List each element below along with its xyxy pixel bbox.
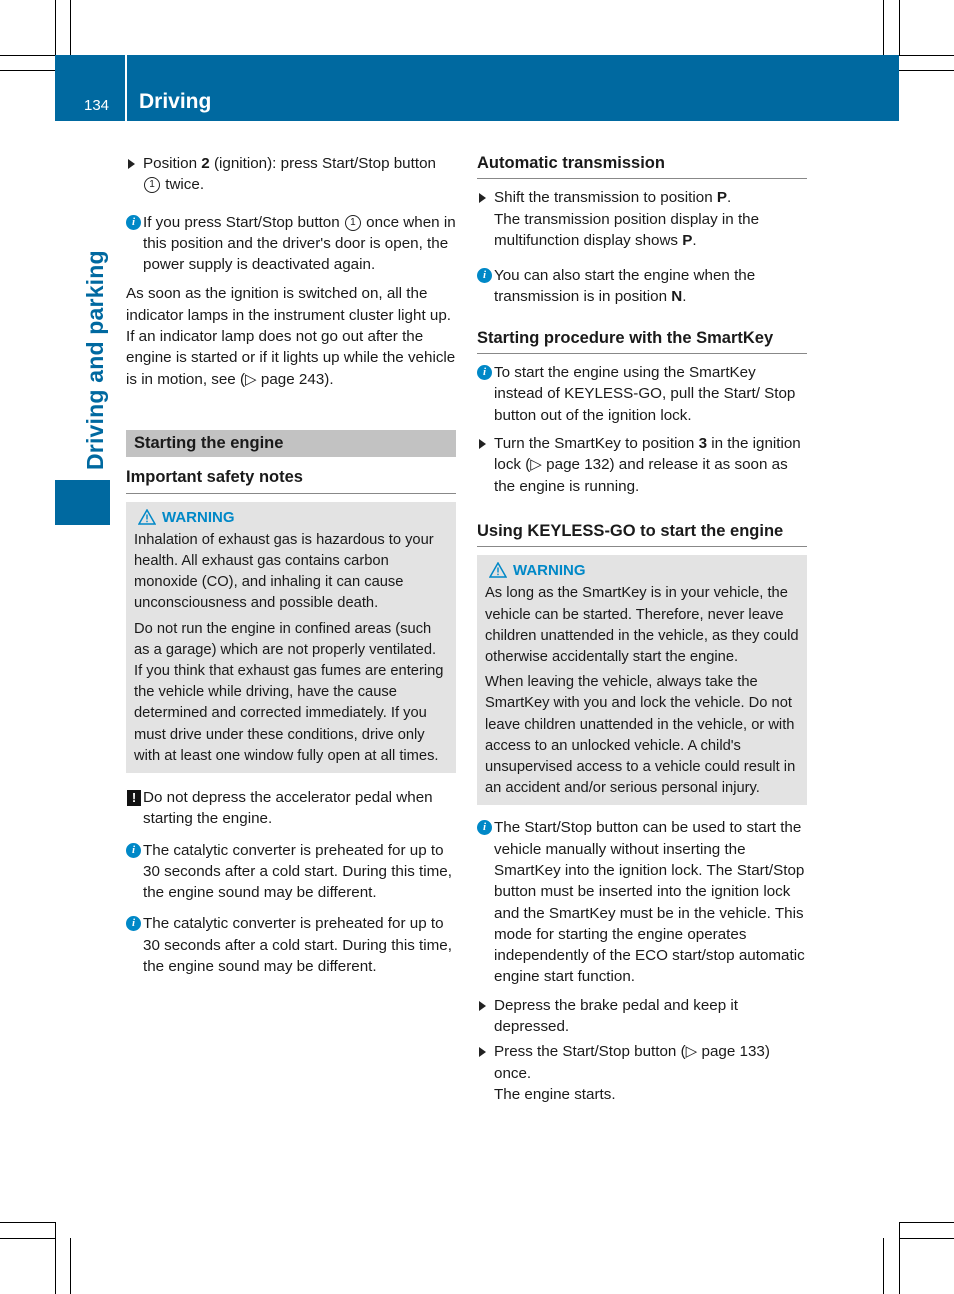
subsection-heading: Automatic transmission bbox=[477, 153, 807, 179]
warning-text: Do not run the engine in confined areas (such as a garage) which are not properly ventilated. If you think that exhaust gas fumes are entering the vehicle while driving, have the cause determined and corrected immediately. If you must drive under these conditions, drive only with at least one window fully open at all times. bbox=[134, 620, 444, 764]
circled-number-icon: 1 bbox=[345, 215, 361, 231]
side-tab-block bbox=[55, 480, 110, 525]
circled-number-icon: 1 bbox=[144, 177, 160, 193]
info-note: i To start the engine using the SmartKey instead of KEYLESS-GO, pull the Start/ Stop button out of the ignition lock. bbox=[477, 362, 807, 426]
crop-mark bbox=[899, 55, 954, 56]
info-note: i The catalytic converter is preheated for up to 30 seconds after a cold start. During this time, the engine sound may be different. bbox=[126, 913, 456, 977]
section-heading: Starting the engine bbox=[126, 430, 456, 457]
info-note: i The catalytic converter is preheated for up to 30 seconds after a cold start. During this time, the engine sound may be different. bbox=[126, 840, 456, 904]
info-icon: i bbox=[477, 820, 492, 835]
subsection-heading: Important safety notes bbox=[126, 467, 456, 493]
warning-box bbox=[477, 555, 807, 805]
caution-note: ! Do not depress the accelerator pedal when starting the engine. bbox=[126, 787, 456, 830]
crop-mark bbox=[0, 70, 55, 71]
crop-mark bbox=[899, 1222, 954, 1223]
bullet-arrow-icon bbox=[479, 1047, 486, 1057]
side-tab-label: Driving and parking bbox=[82, 250, 108, 470]
crop-mark bbox=[899, 1238, 954, 1239]
crop-mark bbox=[55, 0, 56, 55]
info-icon: i bbox=[126, 916, 141, 931]
info-icon: i bbox=[126, 843, 141, 858]
left-column bbox=[126, 153, 456, 977]
crop-mark bbox=[899, 70, 954, 71]
bullet-brake: Depress the brake pedal and keep it depressed. bbox=[477, 995, 807, 1038]
crop-mark bbox=[883, 0, 884, 55]
exclamation-icon: ! bbox=[127, 790, 141, 806]
bullet-arrow-icon bbox=[479, 1001, 486, 1011]
info-icon: i bbox=[126, 215, 141, 230]
crop-mark bbox=[70, 1238, 71, 1294]
bullet-shift: Shift the transmission to position P. The transmission position display in the multifunction display shows P. bbox=[477, 187, 807, 251]
bullet-position-2: Position 2 (ignition): press Start/Stop button 1 twice. bbox=[126, 153, 456, 196]
crop-mark bbox=[0, 55, 55, 56]
paragraph: As soon as the ignition is switched on, all the indicator lamps in the instrument cluster light up. If an indicator lamp does not go out after the engine is started or if it lights up while the vehicle is in motion, see (▷ page 243). bbox=[126, 285, 456, 388]
info-note: i You can also start the engine when the transmission is in position N. bbox=[477, 265, 807, 308]
crop-mark bbox=[0, 1222, 55, 1223]
bullet-press-button: Press the Start/Stop button (▷ page 133) once. The engine starts. bbox=[477, 1041, 807, 1105]
page-number: 134 bbox=[84, 97, 110, 114]
subsection-heading: Starting procedure with the SmartKey bbox=[477, 328, 807, 354]
info-note: i The Start/Stop button can be used to start the vehicle manually without inserting the SmartKey into the ignition lock. The Start/Stop button must be inserted into the ignition lock and the SmartKey must be in the vehicle. This mode for starting the engine operates independently of the ECO start/stop automatic engine start function. bbox=[477, 817, 807, 987]
right-column bbox=[477, 153, 807, 1105]
warning-triangle-icon bbox=[138, 509, 156, 525]
crop-mark bbox=[55, 1222, 56, 1294]
info-icon: i bbox=[477, 268, 492, 283]
warning-text: As long as the SmartKey is in your vehicle, the vehicle can be started. Therefore, never leave children unattended in the vehicle, as they could otherwise accidentally start the engine. bbox=[485, 585, 799, 665]
crop-mark bbox=[0, 1238, 55, 1239]
warning-title: WARNING bbox=[513, 562, 586, 580]
warning-title: WARNING bbox=[162, 508, 235, 526]
info-note: i If you press Start/Stop button 1 once when in this position and the driver's door is open, the power supply is deactivated again. bbox=[126, 212, 456, 276]
info-icon: i bbox=[477, 365, 492, 380]
subsection-heading: Using KEYLESS-GO to start the engine bbox=[477, 521, 807, 547]
crop-mark bbox=[899, 1222, 900, 1294]
warning-box bbox=[126, 502, 456, 773]
header-divider bbox=[125, 55, 127, 121]
bullet-arrow-icon bbox=[479, 193, 486, 203]
warning-triangle-icon bbox=[489, 562, 507, 578]
page-title: Driving bbox=[139, 90, 212, 113]
warning-text: When leaving the vehicle, always take the SmartKey with you and lock the vehicle. Do not leave children unattended in the vehicle, or with access to an unlocked vehicle. A child's unsupervised access to a vehicle could result in an accident and/or serious personal injury. bbox=[485, 674, 796, 797]
bullet-arrow-icon bbox=[479, 439, 486, 449]
crop-mark bbox=[883, 1238, 884, 1294]
bullet-arrow-icon bbox=[128, 159, 135, 169]
crop-mark bbox=[899, 0, 900, 55]
warning-text: Inhalation of exhaust gas is hazardous to your health. All exhaust gas contains carbon monoxide (CO), and inhaling it can cause unconsciousness and possible death. bbox=[134, 531, 434, 612]
crop-mark bbox=[70, 0, 71, 55]
bullet-turn-key: Turn the SmartKey to position 3 in the ignition lock (▷ page 132) and release it as soon as the engine is running. bbox=[477, 433, 807, 497]
